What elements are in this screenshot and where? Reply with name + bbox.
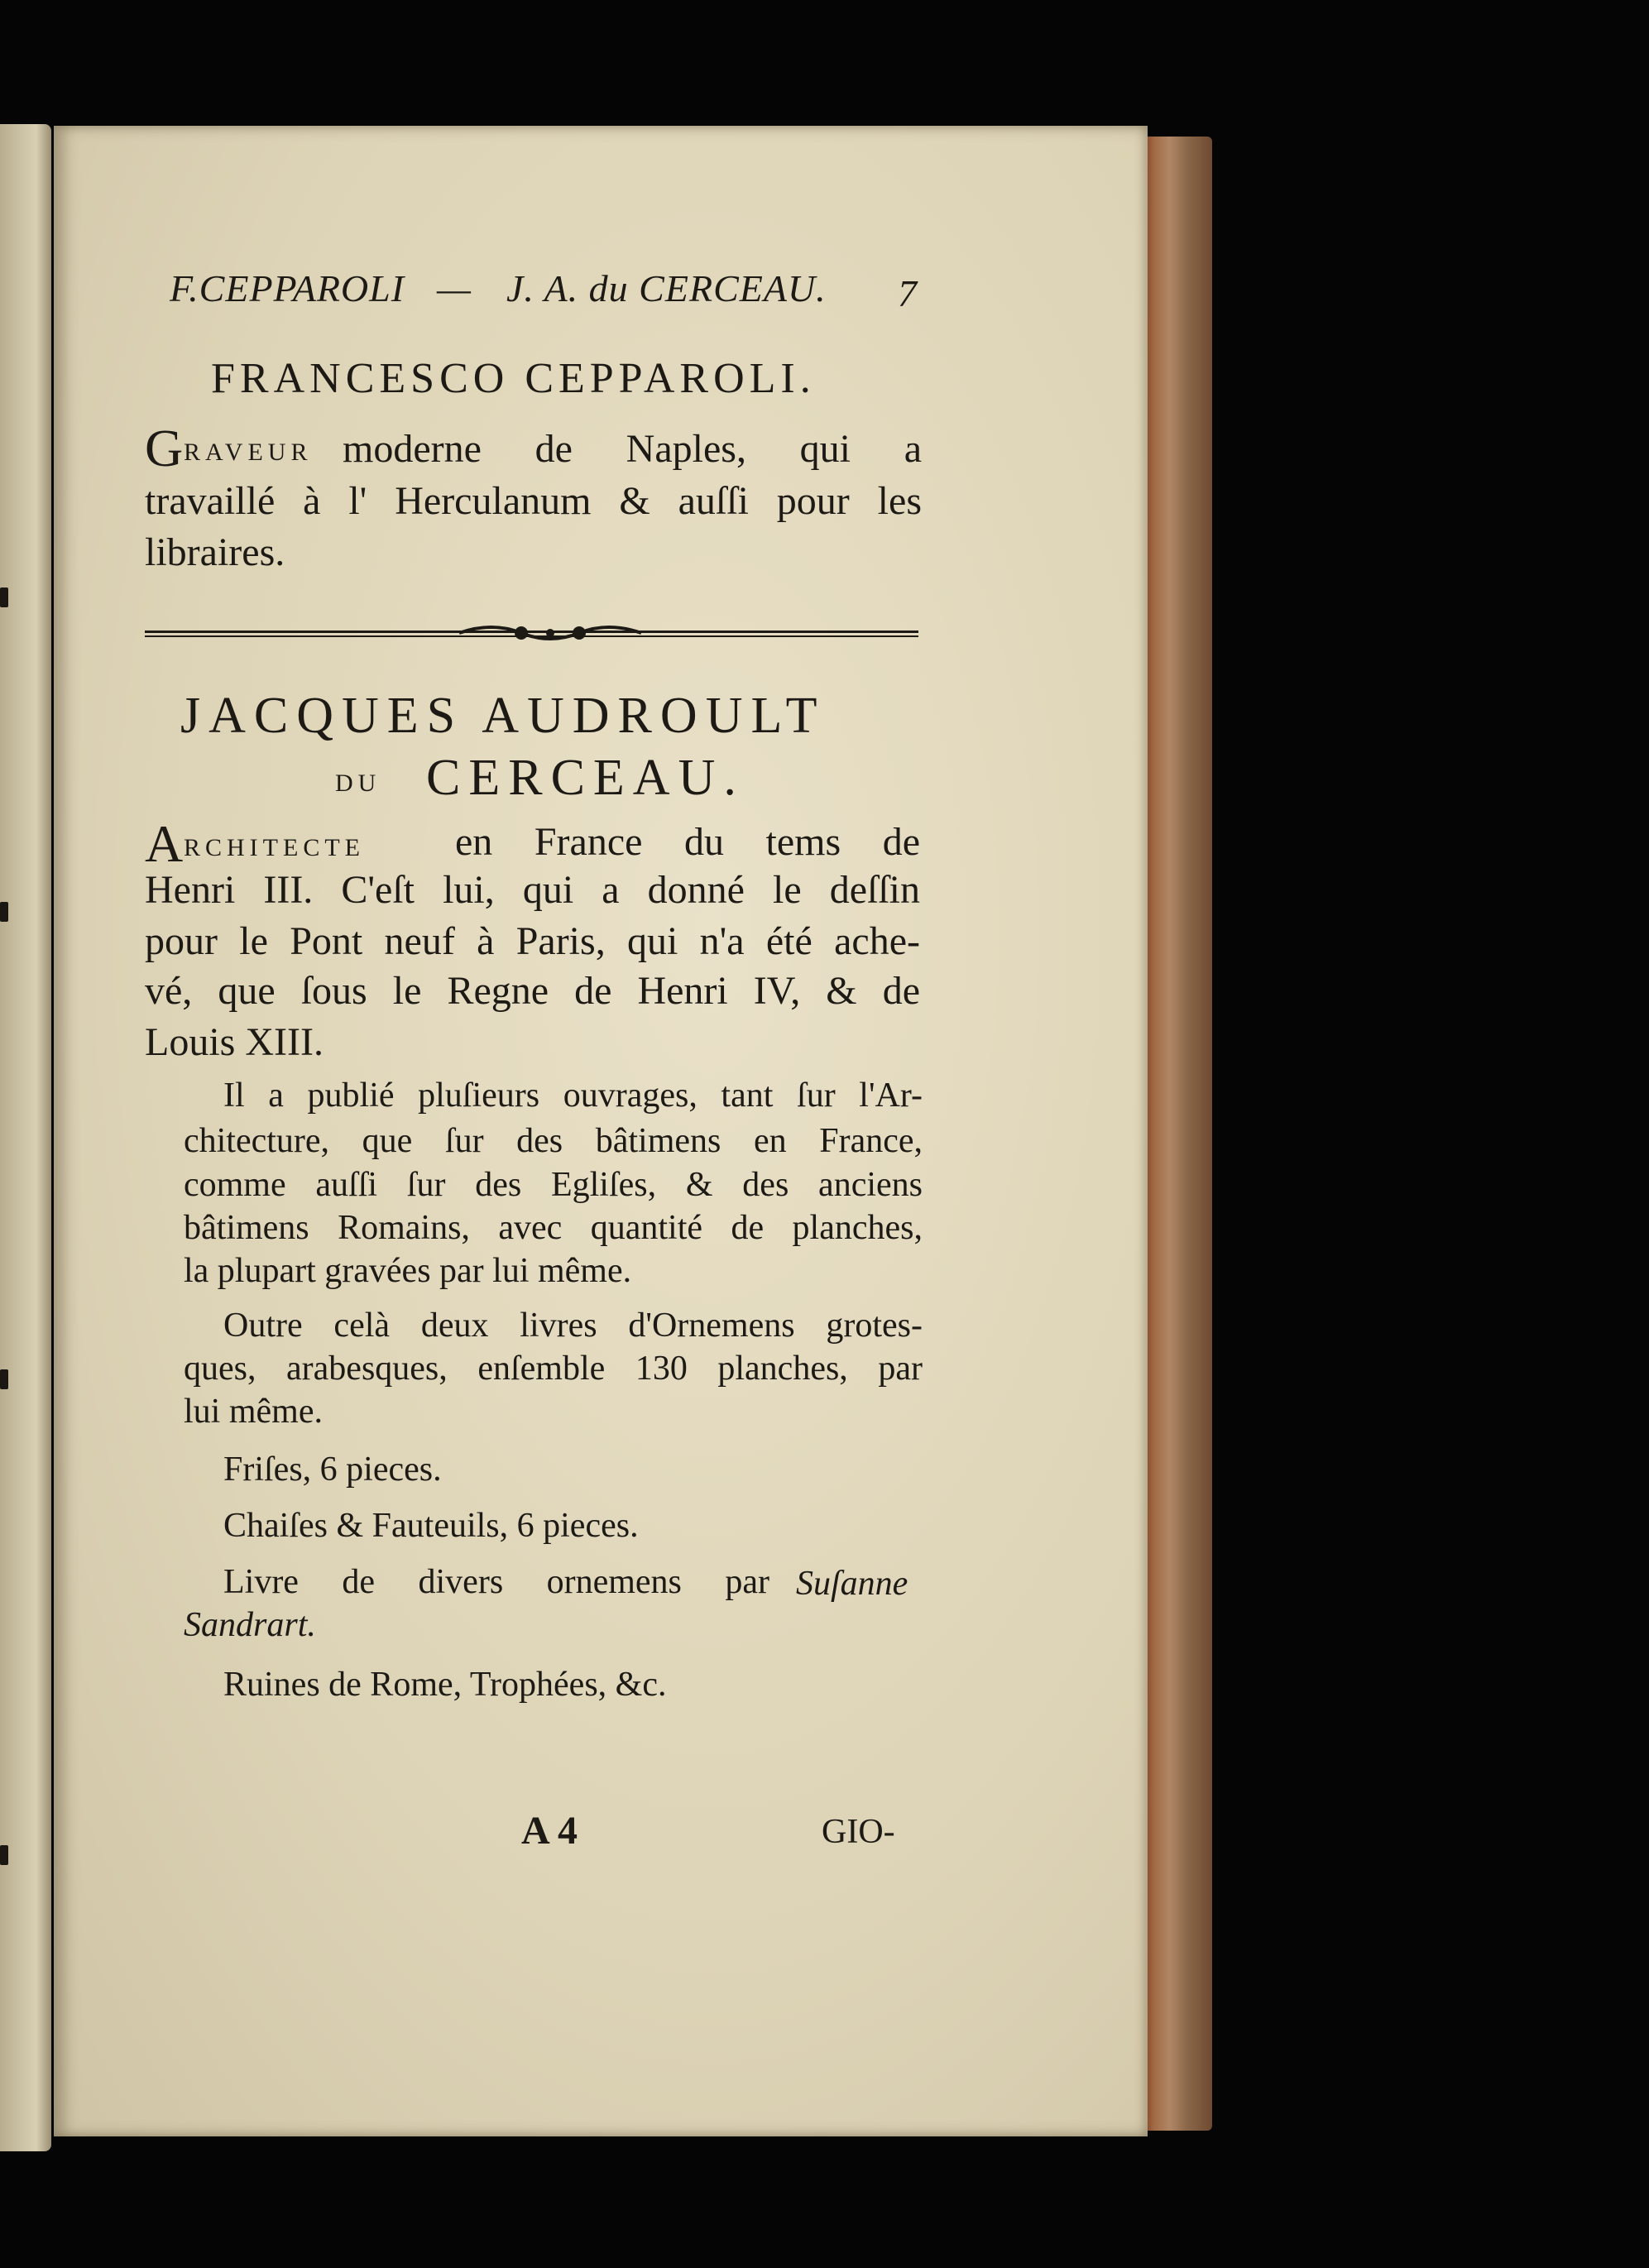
entry-title-audroult: JACQUES AUDROULT bbox=[180, 688, 826, 744]
para2-line: Il a publié pluſieurs ouvrages, tant ſur l'Ar- bbox=[223, 1076, 923, 1115]
smallcaps-graveur: RAVEUR bbox=[184, 439, 313, 466]
smallcaps-architecte: RCHITECTE bbox=[184, 834, 365, 861]
entry1-line: travaillé à l' Herculanum & auſſi pour les bbox=[145, 479, 922, 523]
para3-line: Outre celà deux livres d'Ornemens grotes- bbox=[223, 1307, 923, 1345]
left-page-mark bbox=[0, 902, 8, 922]
author-name-italic: Sandrart. bbox=[184, 1606, 316, 1644]
left-page-edge bbox=[0, 124, 51, 2151]
para3-line: ques, arabesques, enſemble 130 planches, par bbox=[184, 1350, 923, 1388]
catchword: GIO- bbox=[822, 1813, 895, 1851]
dropcap-a: A bbox=[145, 814, 184, 873]
work-list-item: Livre de divers ornemens par bbox=[223, 1563, 769, 1601]
para2-line: bâtimens Romains, avec quantité de planches, bbox=[184, 1209, 923, 1247]
para3-line: lui même. bbox=[184, 1393, 323, 1431]
left-page-mark bbox=[0, 587, 8, 607]
para2-line: chitecture, que ſur des bâtimens en France, bbox=[184, 1122, 923, 1160]
para1-line: Louis XIII. bbox=[145, 1020, 324, 1064]
author-name-italic: Suſanne bbox=[796, 1565, 908, 1603]
title-du-smallcaps: DU bbox=[335, 770, 381, 797]
para1-line: en France du tems de bbox=[455, 820, 920, 864]
para1-line: pour le Pont neuf à Paris, qui n'a été ache- bbox=[145, 919, 920, 963]
para1-line: Henri III. C'eſt lui, qui a donné le deſſin bbox=[145, 868, 920, 912]
running-head-dash: — bbox=[437, 267, 472, 309]
left-page-mark bbox=[0, 1845, 8, 1865]
work-list-item: Ruines de Rome, Trophées, &c. bbox=[223, 1666, 667, 1704]
running-head-left: F.CEPPAROLI bbox=[170, 267, 405, 309]
page-number: 7 bbox=[898, 272, 918, 314]
running-head-right: J. A. du CERCEAU. bbox=[506, 267, 827, 309]
work-list-item: Friſes, 6 pieces. bbox=[223, 1450, 442, 1489]
entry-title-cerceau: CERCEAU. bbox=[426, 750, 745, 806]
para2-line: la plupart gravées par lui même. bbox=[184, 1252, 632, 1290]
left-page-mark bbox=[0, 1369, 8, 1389]
entry1-line: moderne de Naples, qui a bbox=[343, 427, 922, 471]
ornamental-divider bbox=[145, 621, 918, 645]
entry-title-cepparoli: FRANCESCO CEPPAROLI. bbox=[211, 355, 816, 402]
para2-line: comme auſſi ſur des Egliſes, & des anciens bbox=[184, 1166, 923, 1204]
signature-mark: A 4 bbox=[521, 1809, 578, 1853]
para1-line: vé, que ſous le Regne de Henri IV, & de bbox=[145, 969, 920, 1013]
dropcap-g: G bbox=[145, 419, 184, 477]
entry1-line: libraires. bbox=[145, 530, 285, 574]
book-spine bbox=[1142, 137, 1212, 2131]
work-list-item: Chaiſes & Fauteuils, 6 pieces. bbox=[223, 1507, 639, 1545]
